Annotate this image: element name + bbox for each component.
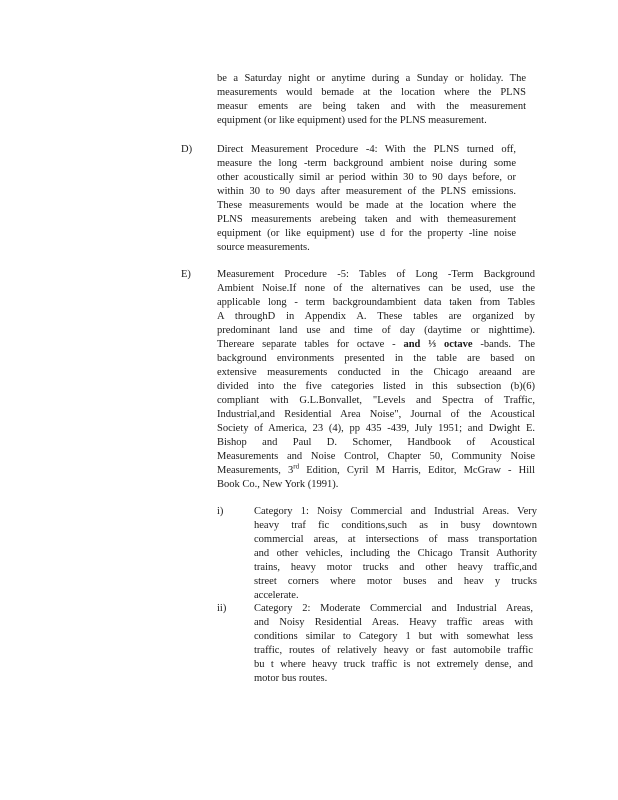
sub-item-ii-paragraph <box>254 602 533 686</box>
text-line: measure the long -term background ambient noise during some <box>217 158 516 169</box>
text-line: divided into the five categories listed in this subsection (b)(6) <box>217 381 535 392</box>
octave-bands-bold-text: and ⅓ octave <box>403 339 473 350</box>
item-d-paragraph <box>217 143 516 255</box>
text-line: background environments presented in the table are based on <box>217 353 535 364</box>
text-line: measur ements are being taken and with the measurement <box>217 101 526 112</box>
text-line: trains, heavy motor trucks and other heavy traffic,and <box>254 562 537 573</box>
ordinal-superscript: rd <box>293 462 300 471</box>
item-e-label: E) <box>181 269 191 280</box>
text-line: motor bus routes. <box>254 673 328 684</box>
text-line: be a Saturday night or anytime during a Sunday or holiday. The <box>217 73 526 84</box>
text-line: Society of America, 23 (4), pp 435 -439, July 1951; and Dwight E. <box>217 423 535 434</box>
text-line: source measurements. <box>217 242 310 253</box>
text-line: applicable long - term backgroundambient data taken from Tables <box>217 297 535 308</box>
text-line: heavy traf fic conditions,such as in busy downtown <box>254 520 537 531</box>
sub-item-i-label: i) <box>217 506 224 517</box>
text-line: other acoustically simil ar period within 30 to 90 days before, or <box>217 172 516 183</box>
text-line: Industrial,and Residential Area Noise", Journal of the Acoustical <box>217 409 535 420</box>
text-fragment: Measurements, 3 <box>217 465 294 476</box>
text-line: extensive measurements conducted in the Chicago areaand are <box>217 367 535 378</box>
text-line: traffic, routes of relatively heavy or fast automobile traffic <box>254 645 533 656</box>
text-line: compliant with G.L.Bonvallet, "Levels and Spectra of Traffic, <box>217 395 535 406</box>
text-line: conditions similar to Category 1 but with somewhat less <box>254 631 533 642</box>
text-line: within 30 to 90 days after measurement of the PLNS emissions. <box>217 186 516 197</box>
text-line: Category 2: Moderate Commercial and Industrial Areas, <box>254 603 533 614</box>
text-fragment: Thereare separate tables for octave - <box>217 339 396 350</box>
text-line: Direct Measurement Procedure -4: With the PLNS turned off, <box>217 144 516 155</box>
text-line: A throughD in Appendix A. These tables are organized by <box>217 311 535 322</box>
text-fragment: Edition, Cyril M Harris, Editor, McGraw - Hill <box>306 465 535 476</box>
sub-item-i-paragraph <box>254 505 537 603</box>
text-line: and other vehicles, including the Chicago Transit Authority <box>254 548 537 559</box>
sub-item-ii-label: ii) <box>217 603 227 614</box>
intro-paragraph <box>217 72 526 128</box>
text-line: accelerate. <box>254 590 299 601</box>
text-line: equipment (or like equipment) used for the PLNS measurement. <box>217 115 487 126</box>
text-line: and Noisy Residential Areas. Heavy traffic areas with <box>254 617 533 628</box>
text-line: Book Co., New York (1991). <box>217 479 339 490</box>
text-line: These measurements would be made at the location where the <box>217 200 516 211</box>
text-line: Category 1: Noisy Commercial and Industrial Areas. Very <box>254 506 537 517</box>
text-fragment: -bands. The <box>480 339 535 350</box>
text-line <box>217 464 535 478</box>
text-line: Measurements and Noise Control, Chapter 50, Community Noise <box>217 451 535 462</box>
text-line: equipment (or like equipment) use d for the property -line noise <box>217 228 516 239</box>
text-line: predominant land use and time of day (daytime or nighttime). <box>217 325 535 336</box>
text-line: PLNS measurements arebeing taken and with themeasurement <box>217 214 516 225</box>
text-line: Bishop and Paul D. Schomer, Handbook of Acoustical <box>217 437 535 448</box>
text-line: Ambient Noise.If none of the alternatives can be used, use the <box>217 283 535 294</box>
text-line: commercial areas, at intersections of mass transportation <box>254 534 537 545</box>
item-e-paragraph <box>217 268 535 492</box>
text-line <box>217 338 535 352</box>
text-line: Measurement Procedure -5: Tables of Long -Term Background <box>217 269 535 280</box>
text-line: bu t where heavy truck traffic is not extremely dense, and <box>254 659 533 670</box>
text-line: street corners where motor buses and heav y trucks <box>254 576 537 587</box>
text-line: measurements would bemade at the location where the PLNS <box>217 87 526 98</box>
item-d-label: D) <box>181 144 193 155</box>
